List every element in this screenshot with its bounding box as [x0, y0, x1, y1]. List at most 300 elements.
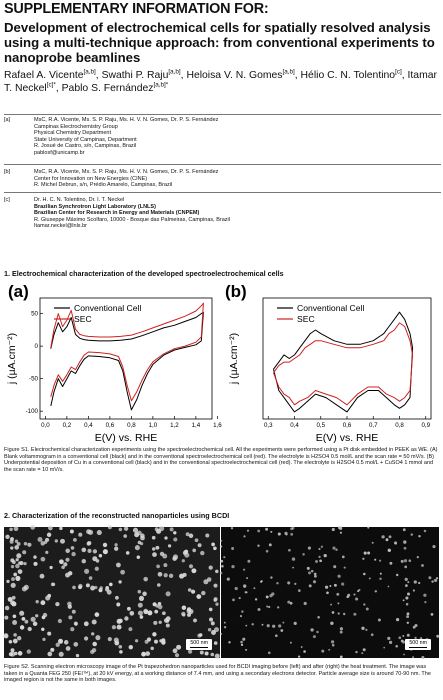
sem-particle [65, 549, 70, 554]
sem-particle [87, 542, 91, 546]
sem-particle [15, 576, 20, 581]
sem-particle [156, 565, 160, 569]
affiliation-tag: [b] [4, 169, 11, 175]
author-list: Rafael A. Vicente[a,b], Swathi P. Raju[a,b], Heloisa V. N. Gomes[a,b], Hélio C. N. Tolentino[c], Itamar T. Neckel$^{[c]*}$, Pablo S. Fernández$^{[a,b]*}$ [4, 68, 437, 95]
sem-particle [396, 618, 399, 621]
sem-particle [16, 553, 21, 558]
sem-particle [133, 528, 138, 533]
sem-particle [92, 642, 97, 647]
x-tick-label: 0,8 [127, 422, 136, 429]
sem-particle [243, 569, 245, 571]
sem-particle [114, 641, 119, 646]
sem-particle [50, 648, 54, 652]
y-axis-label: j (µA.cm⁻²) [6, 332, 18, 385]
sem-particle [175, 653, 179, 657]
sem-particle [232, 599, 235, 602]
sem-particle [239, 597, 241, 599]
sem-particle [269, 543, 272, 546]
sem-particle [3, 633, 8, 638]
sem-particle [235, 587, 238, 590]
sem-particle [138, 611, 143, 616]
sem-particle [19, 561, 23, 565]
sem-particle [59, 527, 62, 530]
sem-particle [11, 583, 16, 588]
sem-particle [241, 610, 243, 612]
sem-particle [213, 546, 217, 550]
sem-particle [246, 577, 248, 579]
sem-particle [413, 626, 416, 629]
sem-particle [344, 567, 346, 569]
sem-particle [434, 579, 437, 582]
sem-particle [294, 622, 297, 625]
sem-particle [28, 627, 32, 631]
sem-particle [404, 559, 407, 562]
sem-particle [223, 556, 225, 558]
sem-particle [402, 635, 404, 637]
sem-particle [81, 548, 86, 553]
sem-particle [357, 590, 359, 592]
legend-label: Conventional Cell [297, 303, 365, 313]
sem-particle [181, 612, 185, 616]
affiliation-line: Campinas Electrochemistry Group [34, 123, 118, 130]
sem-particle [403, 528, 406, 531]
sem-particle [324, 554, 327, 557]
sem-particle [13, 614, 17, 618]
sem-particle [292, 557, 295, 560]
sem-particle [158, 605, 163, 610]
sem-particle [74, 621, 78, 625]
sem-particle [120, 570, 125, 575]
sem-particle [9, 640, 13, 644]
sem-particle [192, 549, 196, 553]
sem-particle [330, 622, 333, 625]
sem-particle [331, 640, 334, 643]
author-name: Pablo S. Fernández [61, 83, 154, 95]
sem-particle [269, 594, 272, 597]
sem-particle [211, 630, 216, 635]
sem-particle [12, 560, 16, 564]
sem-particle [158, 572, 163, 577]
x-tick-label: 1,2 [170, 422, 179, 429]
sem-particle [173, 537, 177, 541]
sem-particle [195, 538, 199, 542]
x-tick-label: 0,4 [84, 422, 93, 429]
sem-particle [45, 551, 48, 554]
sem-particle [193, 618, 197, 622]
sem-particle [302, 553, 304, 555]
sem-particle [140, 615, 144, 619]
sem-particle [404, 566, 407, 569]
sem-particle [278, 624, 281, 627]
sem-particle [47, 632, 51, 636]
sem-particle [301, 646, 303, 648]
affiliation-divider [4, 192, 441, 193]
sem-particle [243, 535, 245, 537]
sem-particle [272, 625, 275, 628]
sem-particle [246, 591, 248, 593]
sem-particle [372, 542, 374, 544]
sem-particle [257, 545, 259, 547]
sem-particle [431, 580, 433, 582]
sem-particle [150, 647, 153, 650]
sem-particle [266, 550, 269, 553]
sem-particle [201, 591, 205, 595]
sem-particle [163, 563, 167, 567]
sem-particle [282, 622, 284, 624]
sem-particle [200, 651, 204, 655]
sem-particle [153, 602, 157, 606]
x-tick-label: 0,6 [105, 422, 115, 429]
sem-particle [428, 576, 431, 579]
sem-particle [255, 598, 257, 600]
sem-particle [100, 586, 103, 589]
sem-particle [119, 650, 123, 654]
sem-particle [387, 637, 390, 640]
sem-particle [95, 612, 100, 617]
sem-particle [68, 615, 72, 619]
sem-particle [13, 633, 17, 637]
sem-particle [95, 567, 99, 571]
sem-particle [41, 628, 44, 631]
sem-particle [189, 534, 194, 539]
sem-particle [13, 639, 18, 644]
sem-particle [214, 584, 218, 588]
chart-b [223, 281, 437, 445]
sem-particle [268, 651, 271, 654]
sem-particle [124, 616, 128, 620]
sem-particle [319, 559, 322, 562]
sem-particle [159, 526, 164, 531]
chart-a [4, 281, 222, 445]
sem-particle [209, 618, 213, 622]
chart-a-svg [4, 281, 222, 445]
sem-particle [15, 540, 18, 543]
sem-particle [82, 559, 86, 563]
paper-title: Development of electrochemical cells for spatially resolved analysis using a multi-technique approach: from conventional experiments to nanoprobe beamlines [4, 20, 435, 66]
sem-particle [40, 600, 45, 605]
sem-particle [298, 655, 300, 657]
sem-particle [84, 569, 89, 574]
sem-particle [309, 584, 312, 587]
sem-particle [12, 620, 17, 625]
sem-particle [45, 538, 49, 542]
sem-particle [49, 566, 52, 569]
sem-particle [361, 652, 363, 654]
sem-particle [91, 632, 94, 635]
sem-particle [408, 559, 411, 562]
sem-particle [394, 541, 397, 544]
sem-particle [215, 603, 218, 606]
sem-particle [240, 615, 242, 617]
sem-particle [188, 588, 192, 592]
sem-particle [313, 635, 316, 638]
sem-particle [58, 639, 63, 644]
sem-particle [182, 605, 187, 610]
sem-particle [247, 530, 249, 532]
sem-particle [340, 532, 342, 534]
sem-particle [196, 594, 201, 599]
sem-particle [159, 639, 162, 642]
sem-particle [10, 648, 14, 652]
x-tick-label: 0,4 [290, 422, 299, 429]
author-affiliation-mark: [a,b]* [153, 81, 169, 89]
author-affiliation-mark: [a,b] [282, 68, 295, 76]
sem-particle [11, 565, 14, 568]
sem-particle [389, 535, 392, 538]
sem-particle [335, 548, 337, 550]
author-name: Heloisa V. N. Gomes [186, 70, 283, 81]
sem-particle [365, 629, 367, 631]
sem-particle [142, 592, 147, 597]
sem-particle [47, 652, 52, 657]
x-axis-label: E(V) vs. RHE [94, 432, 158, 444]
affiliation-divider [4, 114, 441, 115]
sem-particle [35, 614, 38, 617]
sem-particle [15, 564, 20, 569]
affiliation-line: Dr. H. C. N. Tolentino, Dr. I. T. Neckel [34, 197, 125, 203]
sem-particle [266, 605, 268, 607]
sem-particle [340, 627, 343, 630]
sem-particle [203, 579, 208, 584]
sem-particle [124, 527, 128, 531]
sem-particle [118, 645, 122, 649]
sem-particle [176, 645, 181, 650]
sem-particle [55, 602, 59, 606]
sem-particle [10, 600, 15, 605]
sem-particle [211, 543, 215, 547]
sem-particle [389, 562, 392, 565]
sem-particle [59, 559, 64, 564]
sem-particle [129, 645, 133, 649]
sem-particle [314, 575, 317, 578]
sem-particle [51, 583, 55, 587]
sem-particle [152, 632, 156, 636]
author-affiliation-mark: [a,b] [83, 68, 96, 76]
scalebar-before-line [190, 647, 208, 648]
x-tick-label: 0,2 [62, 422, 72, 429]
sem-particle [405, 596, 408, 599]
affiliation-line: R. Giuseppe Máximo Scolfaro, 10000 - Bosque das Palmeiras, Campinas, Brazil [34, 216, 230, 223]
sem-particle [188, 609, 193, 614]
panel-label: (a) [8, 282, 29, 301]
sem-particle [154, 610, 158, 614]
sem-particle [231, 527, 233, 529]
author-affiliation-mark: [c]* [46, 81, 56, 89]
sem-particle [231, 547, 234, 550]
plot-frame [263, 298, 431, 419]
sem-particle [290, 642, 292, 644]
x-tick-label: 0,8 [395, 422, 404, 429]
sem-image-after [221, 527, 439, 658]
sem-particle [308, 571, 311, 574]
sem-particle [128, 627, 132, 631]
y-tick-label: -100 [25, 408, 38, 416]
sem-particle [355, 651, 357, 653]
sem-particle [42, 638, 45, 641]
sem-particle [363, 648, 366, 651]
sem-particle [208, 628, 211, 631]
sem-particle [89, 576, 93, 580]
sem-particle [287, 601, 290, 604]
sem-particle [338, 575, 341, 578]
affiliation-line: Physical Chemistry Department [34, 130, 112, 137]
sem-particle [253, 587, 255, 589]
sem-particle [162, 611, 166, 615]
sem-particle [214, 599, 217, 602]
sem-particle [24, 542, 27, 545]
sem-particle [404, 547, 407, 550]
sem-particle [67, 602, 72, 607]
panel-label: (b) [225, 282, 247, 301]
sem-particle [412, 656, 414, 658]
sem-particle [417, 556, 419, 558]
sem-particle [214, 641, 218, 645]
author-name: Rafael A. Vicente [4, 70, 84, 81]
sem-particle [116, 603, 120, 607]
sem-particle [317, 616, 320, 619]
author-affiliation-mark: [a,b] [168, 68, 181, 76]
author-name: Hélio C. N. Tolentino [300, 70, 396, 81]
sem-particle [139, 596, 144, 601]
sem-particle [94, 586, 97, 589]
sem-particle [401, 560, 404, 563]
sem-particle [43, 613, 47, 617]
sem-particle [145, 640, 149, 644]
sem-particle [59, 652, 64, 657]
sem-particle [4, 616, 8, 620]
affiliation-line: MsC, R.A. Vicente, Ms. S. P. Raju, Ms. H. V. N. Gomes, Dr. P. S. Fernández [34, 117, 219, 123]
affiliation-line: MsC, R.A. Vicente, Ms. S. P. Raju, Ms. H. V. N. Gomes, Dr. P. S. Fernández [34, 169, 219, 175]
x-tick-label: 1,4 [191, 422, 201, 429]
sem-particle [221, 565, 224, 568]
sem-particle [73, 538, 77, 542]
sem-particle [267, 624, 270, 627]
sem-particle [118, 619, 123, 624]
sem-particle [270, 531, 272, 533]
sem-particle [95, 635, 100, 640]
sem-particle [18, 569, 23, 574]
sem-particle [260, 581, 262, 583]
sem-particle [159, 621, 162, 624]
sem-particle [140, 533, 145, 538]
sem-particle [389, 641, 392, 644]
supplementary-header: SUPPLEMENTARY INFORMATION FOR: [4, 1, 269, 17]
sem-particle [367, 527, 369, 529]
sem-particle [332, 528, 335, 531]
author-name: Itamar T. Neckel [4, 70, 437, 95]
sem-particle [114, 543, 117, 546]
x-tick-label: 1,6 [213, 422, 222, 429]
author-name: Swathi P. Raju [101, 70, 169, 81]
sem-particle [137, 555, 140, 558]
sem-particle [5, 535, 9, 539]
sem-particle [292, 527, 295, 530]
sem-particle [76, 654, 79, 657]
sem-particle [403, 540, 406, 543]
sem-particle [325, 586, 328, 589]
sem-particle [268, 606, 270, 608]
sem-particle [407, 634, 410, 637]
sem-particle [152, 552, 157, 557]
sem-particle [166, 623, 170, 627]
sem-particle [60, 539, 65, 544]
sem-particle [330, 604, 332, 606]
sem-particle [22, 617, 26, 621]
sem-particle [387, 586, 389, 588]
y-tick-label: 50 [31, 310, 38, 318]
affiliation-line: pablosf@unicamp.br [34, 149, 85, 156]
x-tick-label: 0,7 [368, 422, 378, 429]
scalebar-before [186, 639, 212, 650]
affiliation-line: Center for Innovation on New Energies (CINE) [34, 175, 148, 182]
sem-particle [126, 551, 130, 555]
sem-particle [19, 611, 24, 616]
sem-particle [307, 567, 310, 570]
sem-particle [205, 533, 209, 537]
sem-particle [347, 594, 350, 597]
sem-particle [328, 649, 330, 651]
sem-particle [294, 583, 296, 585]
sem-particle [342, 556, 345, 559]
sem-particle [332, 611, 335, 614]
sem-particle [140, 542, 143, 545]
sem-particle [278, 532, 281, 535]
sem-particle [242, 638, 245, 641]
sem-particle [105, 586, 109, 590]
sem-particle [103, 549, 108, 554]
sem-particle [418, 535, 420, 537]
sem-particle [135, 639, 138, 642]
sem-particle [70, 627, 74, 631]
sem-particle [112, 625, 116, 629]
sem-particle [411, 533, 413, 535]
sem-particle [395, 645, 398, 648]
sem-particle [243, 584, 246, 587]
figure-s1-caption: Figure S1. Electrochemical characterization experiments using the spectroelectrochemical cell. All the experiments were performed using a Pt disk embedded in PEEK as WE. (A) Blank voltammogram in a conventional cell (black) and in the conventional spectroelectrochemical cell (red). The electrolyte is H2SO4 0.5 mol/L and the scan rate = 50 mV/s. (B) Underpotential deposition of Cu in a conventional cell (black) and in the conventional spectroelectrochemical cell (red). The electrolyte is H2SO4 0.5 mol/L + CuSO4 1 mmol and the scan rate = 10 mV/s. [4, 447, 438, 473]
sem-particle [316, 631, 319, 634]
sem-particle [431, 613, 434, 616]
sem-particle [220, 545, 222, 547]
x-tick-label: 0,0 [41, 422, 50, 429]
sem-particle [191, 590, 195, 594]
sem-particle [182, 559, 185, 562]
sem-particle [303, 650, 306, 653]
sem-particle [383, 647, 385, 649]
sem-particle [129, 611, 134, 616]
sem-particle [252, 623, 254, 625]
sem-particle [20, 625, 24, 629]
sem-particle [86, 529, 91, 534]
sem-particle [270, 576, 272, 578]
sem-particle [314, 573, 317, 576]
sem-particle [127, 607, 131, 611]
author-affiliation-mark: [c] [395, 68, 402, 76]
sem-particle [191, 568, 196, 573]
sem-particle [343, 613, 345, 615]
sem-particle [407, 622, 409, 624]
sem-particle [333, 565, 336, 568]
sem-particle [241, 644, 243, 646]
sem-particle [224, 626, 226, 628]
sem-particle [284, 532, 287, 535]
scalebar-after-label: 500 nm [409, 639, 427, 646]
sem-particle [31, 617, 36, 622]
sem-particle [380, 573, 382, 575]
sem-particle [369, 577, 371, 579]
sem-particle [65, 558, 69, 562]
sem-particle [367, 552, 370, 555]
sem-particle [33, 562, 37, 566]
